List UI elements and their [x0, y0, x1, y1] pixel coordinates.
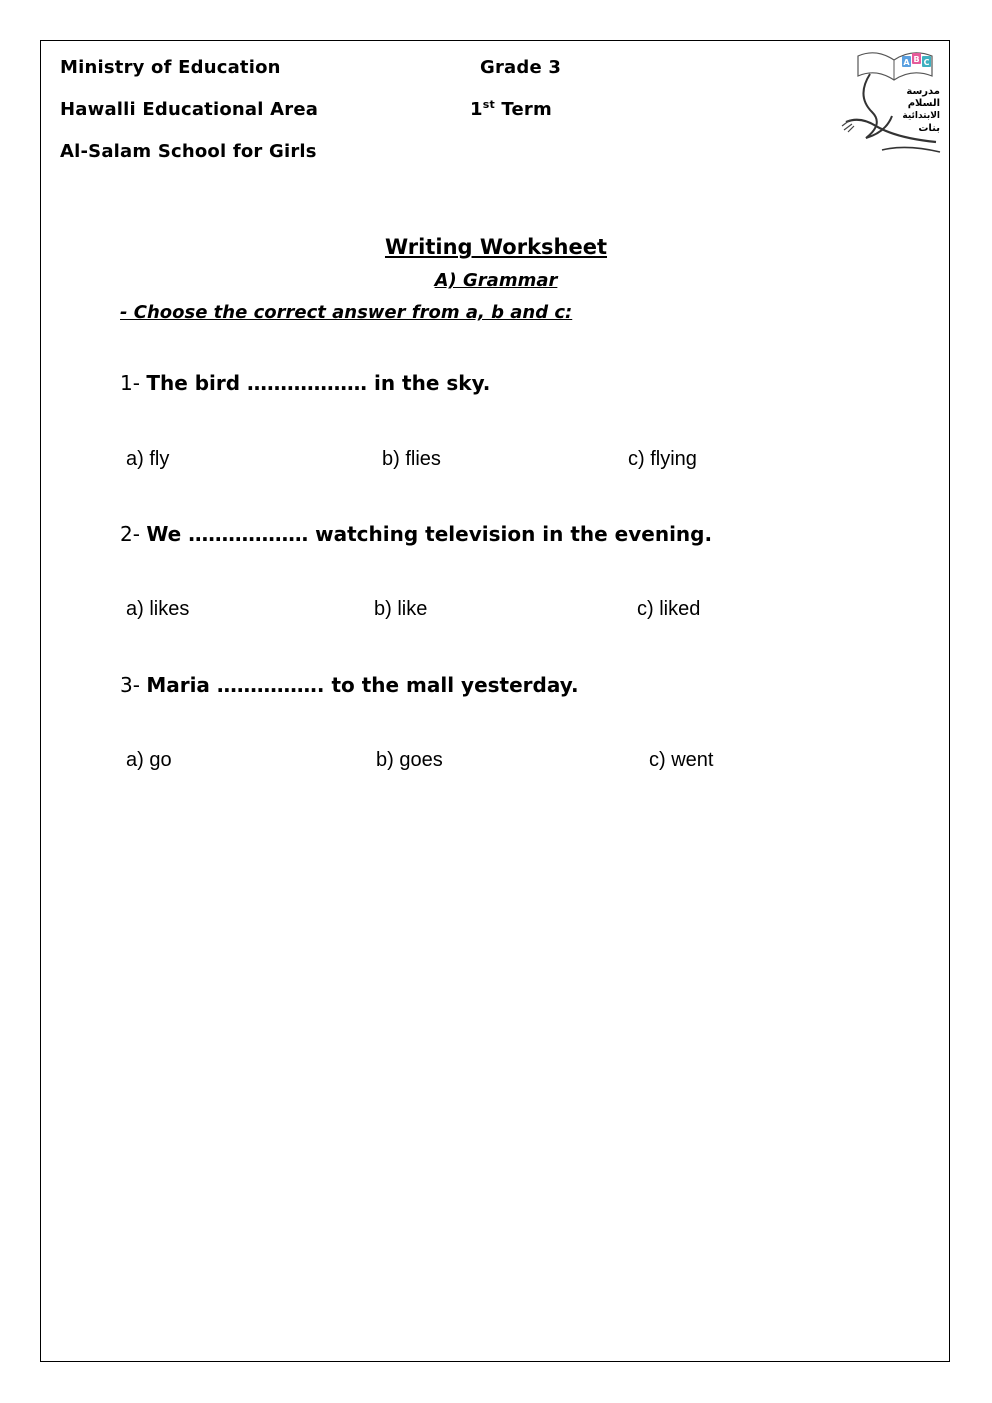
question-3-option-a: a) go: [126, 749, 172, 771]
grade-label: Grade 3: [480, 57, 562, 78]
question-text: We ……………… watching television in the evening.: [146, 522, 713, 546]
question-number: 1-: [120, 371, 140, 395]
question-number: 2-: [120, 522, 140, 546]
term-number: 1: [470, 99, 483, 120]
badge-letter-a: A: [903, 58, 910, 67]
question-number: 3-: [120, 673, 140, 697]
badge-letter-b: B: [913, 55, 920, 64]
question-2: [120, 522, 712, 546]
section-heading: [0, 270, 992, 291]
section-heading-text: A) Grammar: [434, 270, 558, 291]
area-label: Hawalli Educational Area: [60, 99, 319, 120]
question-1: [120, 371, 490, 395]
question-3: [120, 673, 579, 697]
term-word: Term: [501, 99, 552, 120]
question-text: Maria ……………. to the mall yesterday.: [146, 673, 579, 697]
worksheet-title: [0, 235, 992, 259]
question-text: The bird ……………… in the sky.: [146, 371, 491, 395]
logo-arabic-line2: السلام: [907, 98, 940, 109]
question-2-option-a: a) likes: [126, 598, 190, 620]
question-1-option-a: a) fly: [126, 448, 170, 470]
instruction-text: - Choose the correct answer from a, b and c:: [120, 302, 573, 323]
question-2-option-c: c) liked: [637, 598, 701, 620]
worksheet-title-text: Writing Worksheet: [384, 235, 608, 259]
term-label: [470, 99, 552, 120]
school-logo: [836, 46, 946, 158]
term-suffix: st: [482, 98, 495, 111]
logo-arabic-line3: الابتدائية: [902, 111, 940, 121]
badge-letter-c: C: [923, 58, 930, 67]
logo-arabic-line4: بنات: [918, 123, 940, 134]
school-label: Al-Salam School for Girls: [60, 141, 317, 162]
logo-badge: [902, 53, 931, 67]
question-2-option-b: b) like: [374, 598, 428, 620]
question-3-option-b: b) goes: [376, 749, 443, 771]
question-3-option-c: c) went: [649, 749, 714, 771]
ministry-label: Ministry of Education: [60, 57, 281, 78]
question-1-option-b: b) flies: [382, 448, 441, 470]
question-1-option-c: c) flying: [628, 448, 697, 470]
logo-arabic-line1: مدرسة: [906, 86, 940, 97]
